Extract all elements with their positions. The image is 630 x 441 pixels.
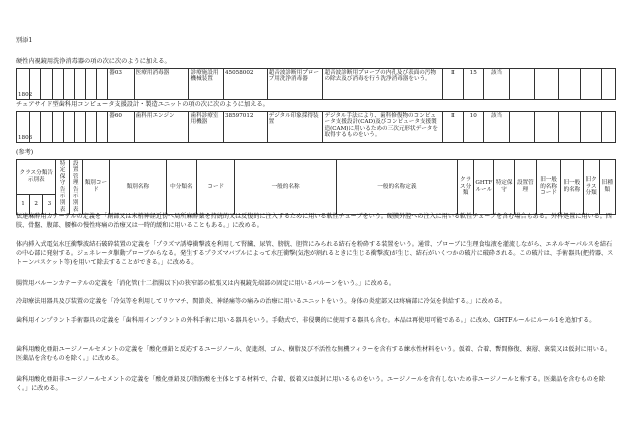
table-cell: 1802 — [17, 69, 30, 100]
section1-intro: 硬性内視鏡用洗浄消毒器の項の次に次のように加える。 — [16, 58, 171, 65]
header-tokutei2: 特定保守 — [494, 160, 514, 215]
header-class-1: 1 — [17, 194, 30, 214]
header-class-3: 3 — [43, 194, 56, 214]
paragraph-6: 歯科用酸化亜鉛ユージノールセメントの定義を「酸化亜鉛と反応するユージノール、促進剤、ゴム、樹脂及び不活性な無機フィラーを含有する練水性材料をいう。仮着、合着、暫間修復、裏層、裏装又は仮封に用いる。医薬品を含むものを除く。」に改める。 — [16, 346, 612, 362]
paragraph-5: 歯科用インプラント手術器具の定義を「歯科用インプラントの外科手術に用いる器具をいう。手動式で、非侵襲的に使用する器具も含む。本品は再使用可能である。」に改め、GHTFルールにルール1を追加する。 — [16, 317, 596, 324]
table-cell: 10 — [463, 112, 483, 143]
table-cell: 超音波診断用プローブ用洗浄消毒器 — [267, 69, 323, 100]
table-cell — [41, 69, 52, 100]
paragraph-3: 腸管用バルーンカテーテルの定義を「消化管(十二指腸以下)の狭窄部の拡張又は内視鏡先端部の固定に用いるバルーンをいう。」に改める。 — [16, 280, 395, 287]
table-cell: 超音波診断用プローブの内孔及び表面の汚物の除去及び消毒を行う洗浄消毒器をいう。 — [323, 69, 443, 100]
paragraph-1: 伝達麻酔用カテーテルの定義を「創部又は末梢神経近傍へ局所麻酔薬を持続的又は反復的に注入するために用いる軟性チューブをいう。硬膜外腔への注入に用いる軟性チューブを含む場合もある。外科処置に用いる。四肢、骨盤、腹部、腰椎の慢性疼痛の治療又は一時的緩和に用いることもある。」に改める。 — [16, 213, 612, 229]
attachment-label: 別添1 — [16, 37, 33, 44]
table-cell: 38597012 — [224, 112, 268, 143]
header-rui-name: 類別名称 — [110, 160, 167, 215]
table-cell — [85, 69, 96, 100]
table-row — [17, 112, 616, 143]
table-cell: 歯科用エンジン — [134, 112, 189, 143]
table-cell — [74, 112, 85, 143]
table-cell — [558, 69, 580, 100]
table-cell — [52, 69, 63, 100]
table-cell — [63, 69, 74, 100]
table-cell — [601, 69, 615, 100]
table-cell — [41, 112, 52, 143]
table-cell — [558, 112, 580, 143]
table-cell: 器03 — [108, 69, 134, 100]
table-cell: 器60 — [108, 112, 134, 143]
header-code: コード — [197, 160, 235, 215]
header-old-name: 旧一般的名称 — [561, 160, 583, 215]
table-cell: 該当 — [483, 69, 509, 100]
paragraph-2: 体内挿入式電気水圧衝撃波結石破砕装置の定義を「プラズマ誘導衝撃波を利用して腎臓、尿管、膀胱、胆管にみられる結石を粉砕する装置をいう。通常、プローブに生理食塩液を灌流しながら、エネルギーパルスを結石の中心部に発射する。ジェネレータ駆動プローブからなる。発生するプラズマバブルによって水圧衝撃(気泡が割れるときに生じる衝撃波)が生じ、結石がいくつかの破片に破砕される。この破片は、手術器具(把持器、ストーンバスケット等)を用いて除去することができる。」に改める。 — [16, 241, 614, 266]
table-cell: デジタル手法により、歯科修復物のコンピュータ支援設計(CAD)及びコンピュータ支援製造(CAM)に用いるための三次元形状データを取得するものをいう。 — [323, 112, 443, 143]
table-cell: Ⅱ — [443, 112, 463, 143]
header-setchi: 設置管理告示別表 — [69, 160, 82, 215]
table-cell — [52, 112, 63, 143]
paragraph-4: 冷却療法用器具及び装置の定義を「冷気等を利用してリウマチ、関節炎、神経痛等の痛みの治療に用いるユニットをいう。身体の炎症部又は疼痛部に冷気を供給する。」に改める。 — [16, 298, 506, 305]
table-cell — [534, 69, 558, 100]
table-cell: デジタル印象採得装置 — [267, 112, 323, 143]
table-cell — [74, 69, 85, 100]
reference-label: (参考) — [16, 149, 34, 156]
header-old-name-code: 旧一般的名称コード — [536, 160, 560, 215]
table-cell — [97, 69, 108, 100]
header-old-class: 旧クラス分類 — [583, 160, 599, 215]
header-ippan: 一般的名称 — [235, 160, 336, 215]
reference-header-table — [16, 159, 616, 215]
table-cell: 15 — [463, 69, 483, 100]
table-cell: 医療用消毒器 — [134, 69, 189, 100]
section2-table — [16, 111, 616, 143]
table-cell: 歯科診療室用機器 — [189, 112, 224, 143]
header-setchi2: 設置管理 — [514, 160, 536, 215]
table-cell: 診療施設用機械装置 — [189, 69, 224, 100]
table-cell — [85, 112, 96, 143]
header-ghtf: GHTFルール — [474, 160, 494, 215]
table-cell: 該当 — [483, 112, 509, 143]
table-cell: 1803 — [17, 112, 30, 143]
table-cell — [510, 112, 534, 143]
section2-intro: チェアサイド型歯科用コンピュータ支援設計・製造ユニットの項の次に次のように加える。 — [16, 101, 269, 108]
header-class-num: クラス分類告示別表 — [17, 160, 56, 195]
table-cell — [581, 69, 601, 100]
table-cell — [601, 112, 615, 143]
table-cell — [534, 112, 558, 143]
section1-table — [16, 68, 616, 100]
table-cell — [510, 69, 534, 100]
header-class-2: 2 — [30, 194, 43, 214]
table-cell — [63, 112, 74, 143]
header-tokutei: 特定保守告示別表 — [56, 160, 69, 215]
header-class-div: クラス分類 — [458, 160, 474, 215]
paragraph-7: 歯科用酸化亜鉛非ユージノールセメントの定義を「酸化亜鉛及び脂肪酸を主体とする材料で、合着、仮着又は仮封に用いるものをいう。ユージノールを含有しないため非ユージノールと称する。医薬品を含むものを除く。」に改める。 — [16, 376, 605, 392]
table-cell — [581, 112, 601, 143]
header-old-type: 旧種類 — [599, 160, 615, 215]
header-rui-code: 類別コード — [82, 160, 109, 215]
table-cell — [97, 112, 108, 143]
table-row — [17, 69, 616, 100]
table-cell: 45058002 — [224, 69, 268, 100]
header-teigi: 一般的名称定義 — [336, 160, 457, 215]
table-cell: Ⅱ — [443, 69, 463, 100]
header-chu: 中分類名 — [166, 160, 196, 215]
